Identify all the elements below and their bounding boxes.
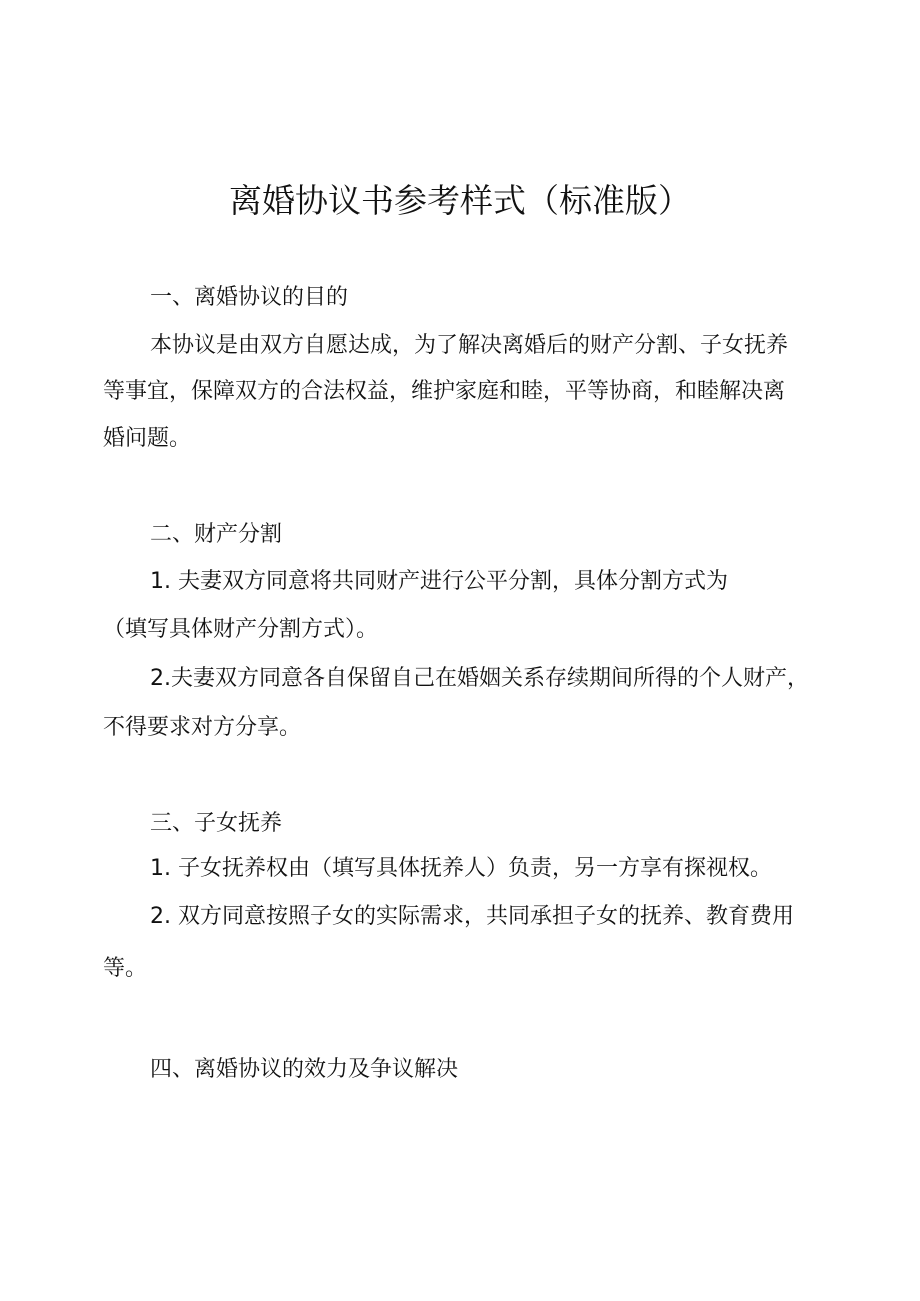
paragraph-line: 不得要求对方分享。 [103, 715, 302, 740]
paragraph-line: 等。 [103, 956, 148, 981]
paragraph-line: 1. 夫妻双方同意将共同财产进行公平分割，具体分割方式为 [150, 569, 728, 594]
paragraph-line: （填写具体财产分割方式）。 [103, 617, 379, 642]
paragraph-line: 1. 子女抚养权由（填写具体抚养人）负责，另一方享有探视权。 [150, 856, 772, 881]
paragraph-line: 2. 双方同意按照子女的实际需求，共同承担子女的抚养、教育费用 [150, 904, 794, 929]
paragraph-line: 等事宜，保障双方的合法权益，维护家庭和睦，平等协商，和睦解决离 [103, 379, 786, 404]
section-heading-purpose: 一、离婚协议的目的 [150, 285, 349, 310]
section-heading-validity: 四、离婚协议的效力及争议解决 [150, 1057, 459, 1082]
document-title: 离婚协议书参考样式（标准版） [229, 181, 691, 220]
section-heading-children: 三、子女抚养 [150, 811, 283, 836]
paragraph-line: 本协议是由双方自愿达成，为了解决离婚后的财产分割、子女抚养 [150, 333, 789, 358]
section-heading-property: 二、财产分割 [150, 522, 283, 547]
paragraph-line: 婚问题。 [103, 426, 192, 451]
paragraph-line: 2.夫妻双方同意各自保留自己在婚姻关系存续期间所得的个人财产， [150, 666, 809, 691]
